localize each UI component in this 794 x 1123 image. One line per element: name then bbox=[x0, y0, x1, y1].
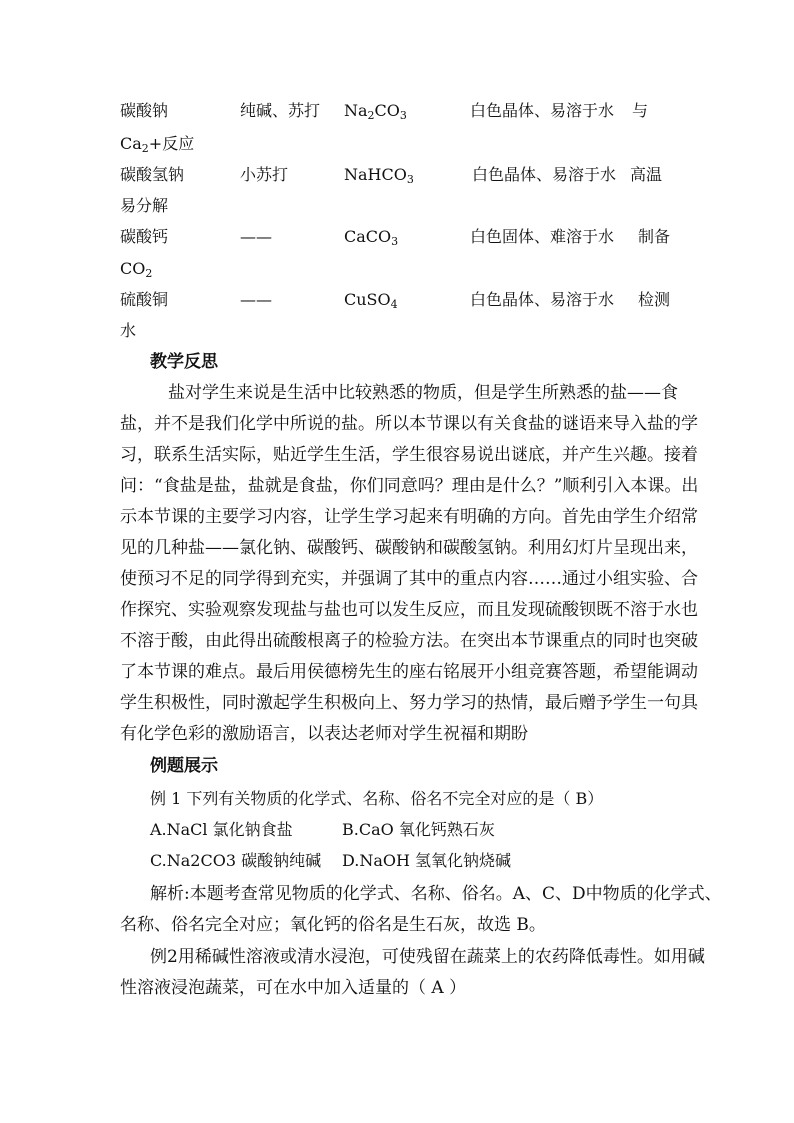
reflection-line: 示 本 节 课 的 主 要 学 习 内 容 ， 让 学 生 学 习 起 来 有 明 确 的 方 向 。 首 先 由 学 生 介 绍 常 bbox=[120, 507, 698, 527]
salt-use-continued: $Ca_2+$反应 bbox=[120, 134, 195, 155]
example-1-option-d: D.NaOH 氢氧化钠烧碱 bbox=[342, 851, 512, 870]
salt-use-continued: 水 bbox=[120, 321, 137, 340]
salt-properties: 白色晶体、易溶于水 bbox=[472, 165, 617, 184]
reflection-line: 不 溶 于 酸 ， 由 此 得 出 硫 酸 根 离 子 的 检 验 方 法 。 在 突 出 本 节 课 重 点 的 同 时 也 突 破 bbox=[120, 631, 698, 651]
salt-common-name: 小苏打 bbox=[240, 165, 289, 184]
salt-use: 检测 bbox=[638, 290, 671, 309]
salt-name: 碳酸钠 bbox=[120, 101, 169, 120]
salt-use-continued: $CO_2$ bbox=[120, 259, 153, 280]
salt-formula: NaHCO$_3$ bbox=[344, 165, 414, 186]
reflection-line: 问 ： “ 食 盐 是 盐 ， 盐 就 是 食 盐 ， 你 们 同 意 吗 ？ 理 由 是 什 么 ？ ” 顺 利 引 入 本 课 。 出 bbox=[120, 476, 699, 496]
salt-formula: CaCO$_3$ bbox=[344, 227, 399, 248]
reflection-heading: 教学反思 bbox=[150, 352, 218, 372]
reflection-line: 有化学色彩的激励语言，以表达老师对学生祝福和期盼 bbox=[120, 724, 528, 744]
example-2-question-line: 例 2 用 稀 碱 性 溶 液 或 清 水 浸 泡 ， 可 使 残 留 在 蔬 菜 上 的 农 药 降 低 毒 性 。 如 用 碱 bbox=[150, 947, 705, 967]
salt-name: 碳酸钙 bbox=[120, 227, 169, 246]
salt-properties: 白色固体、难溶于水 bbox=[470, 227, 615, 246]
reflection-line: 学 生 积 极 性 ， 同 时 激 起 学 生 积 极 向 上 、 努 力 学 习 的 热 情 ， 最 后 赠 予 学 生 一 句 具 bbox=[120, 693, 698, 713]
salt-formula: $Na_2CO_3$ bbox=[344, 101, 407, 122]
reflection-line: 见 的 几 种 盐 — — 氯 化 钠 、 碳 酸 钙 、 碳 酸 钠 和 碳 酸 氢 钠 。 利 用 幻 灯 片 呈 现 出 来 ， bbox=[120, 538, 698, 558]
example-1-question: 例 1 下列有关物质的化学式、名称、俗名不完全对应的是（ B） bbox=[150, 789, 604, 808]
salt-properties: 白色晶体、易溶于水 bbox=[470, 290, 615, 309]
example-1-option-b: B.CaO 氧化钙熟石灰 bbox=[342, 820, 495, 839]
example-1-option-c: C.Na2CO3 碳酸钠纯碱 bbox=[150, 851, 322, 870]
example-1-analysis-line: 解 析 : 本 题 考 查 常 见 物 质 的 化 学 式 、 名 称 、 俗 名 。 A 、 C 、 D 中 物 质 的 化 学 式 、 bbox=[150, 884, 722, 904]
salt-common-name: —— bbox=[240, 227, 272, 246]
salt-formula: CuSO$_4$ bbox=[344, 290, 398, 311]
reflection-line: 盐 ， 并 不 是 我 们 化 学 中 所 说 的 盐 。 所 以 本 节 课 以 有 关 食 盐 的 谜 语 来 导 入 盐 的 学 bbox=[120, 414, 698, 434]
salt-common-name: 纯碱、苏打 bbox=[240, 101, 321, 120]
example-1-option-a: A.NaCl 氯化钠食盐 bbox=[150, 820, 293, 839]
reflection-line: 了 本 节 课 的 难 点 。 最 后 用 侯 德 榜 先 生 的 座 右 铭 展 开 小 组 竞 赛 答 题 ， 希 望 能 调 动 bbox=[120, 662, 698, 682]
reflection-line: 习 ， 联 系 生 活 实 际 ， 贴 近 学 生 生 活 ， 学 生 很 容 易 说 出 谜 底 ， 并 产 生 兴 趣 。 接 着 bbox=[120, 445, 698, 465]
salt-use: 与 bbox=[632, 101, 649, 120]
reflection-line: 作 探 究 、 实 验 观 察 发 现 盐 与 盐 也 可 以 发 生 反 应 ， 而 且 发 现 硫 酸 钡 既 不 溶 于 水 也 bbox=[120, 600, 698, 620]
salt-name: 碳酸氢钠 bbox=[120, 165, 185, 184]
examples-heading: 例题展示 bbox=[150, 756, 218, 776]
example-2-question-line: 性溶液浸泡蔬菜，可在水中加入适量的（ A ） bbox=[120, 978, 467, 998]
salt-name: 硫酸铜 bbox=[120, 290, 169, 309]
salt-properties: 白色晶体、易溶于水 bbox=[470, 101, 615, 120]
salt-use: 高温 bbox=[630, 165, 663, 184]
reflection-line: 使 预 习 不 足 的 同 学 得 到 充 实 ， 并 强 调 了 其 中 的 重 点 内 容 … … 通 过 小 组 实 验 、 合 bbox=[120, 569, 698, 589]
reflection-line: 盐 对 学 生 来 说 是 生 活 中 比 较 熟 悉 的 物 质 ， 但 是 学 生 所 熟 悉 的 盐 — — 食 bbox=[168, 383, 678, 403]
example-1-analysis-line: 名称、俗名完全对应；氧化钙的俗名是生石灰，故选 B。 bbox=[120, 915, 546, 935]
salt-use-continued: 易分解 bbox=[120, 196, 169, 215]
salt-common-name: —— bbox=[240, 290, 272, 309]
salt-use: 制备 bbox=[638, 227, 671, 246]
